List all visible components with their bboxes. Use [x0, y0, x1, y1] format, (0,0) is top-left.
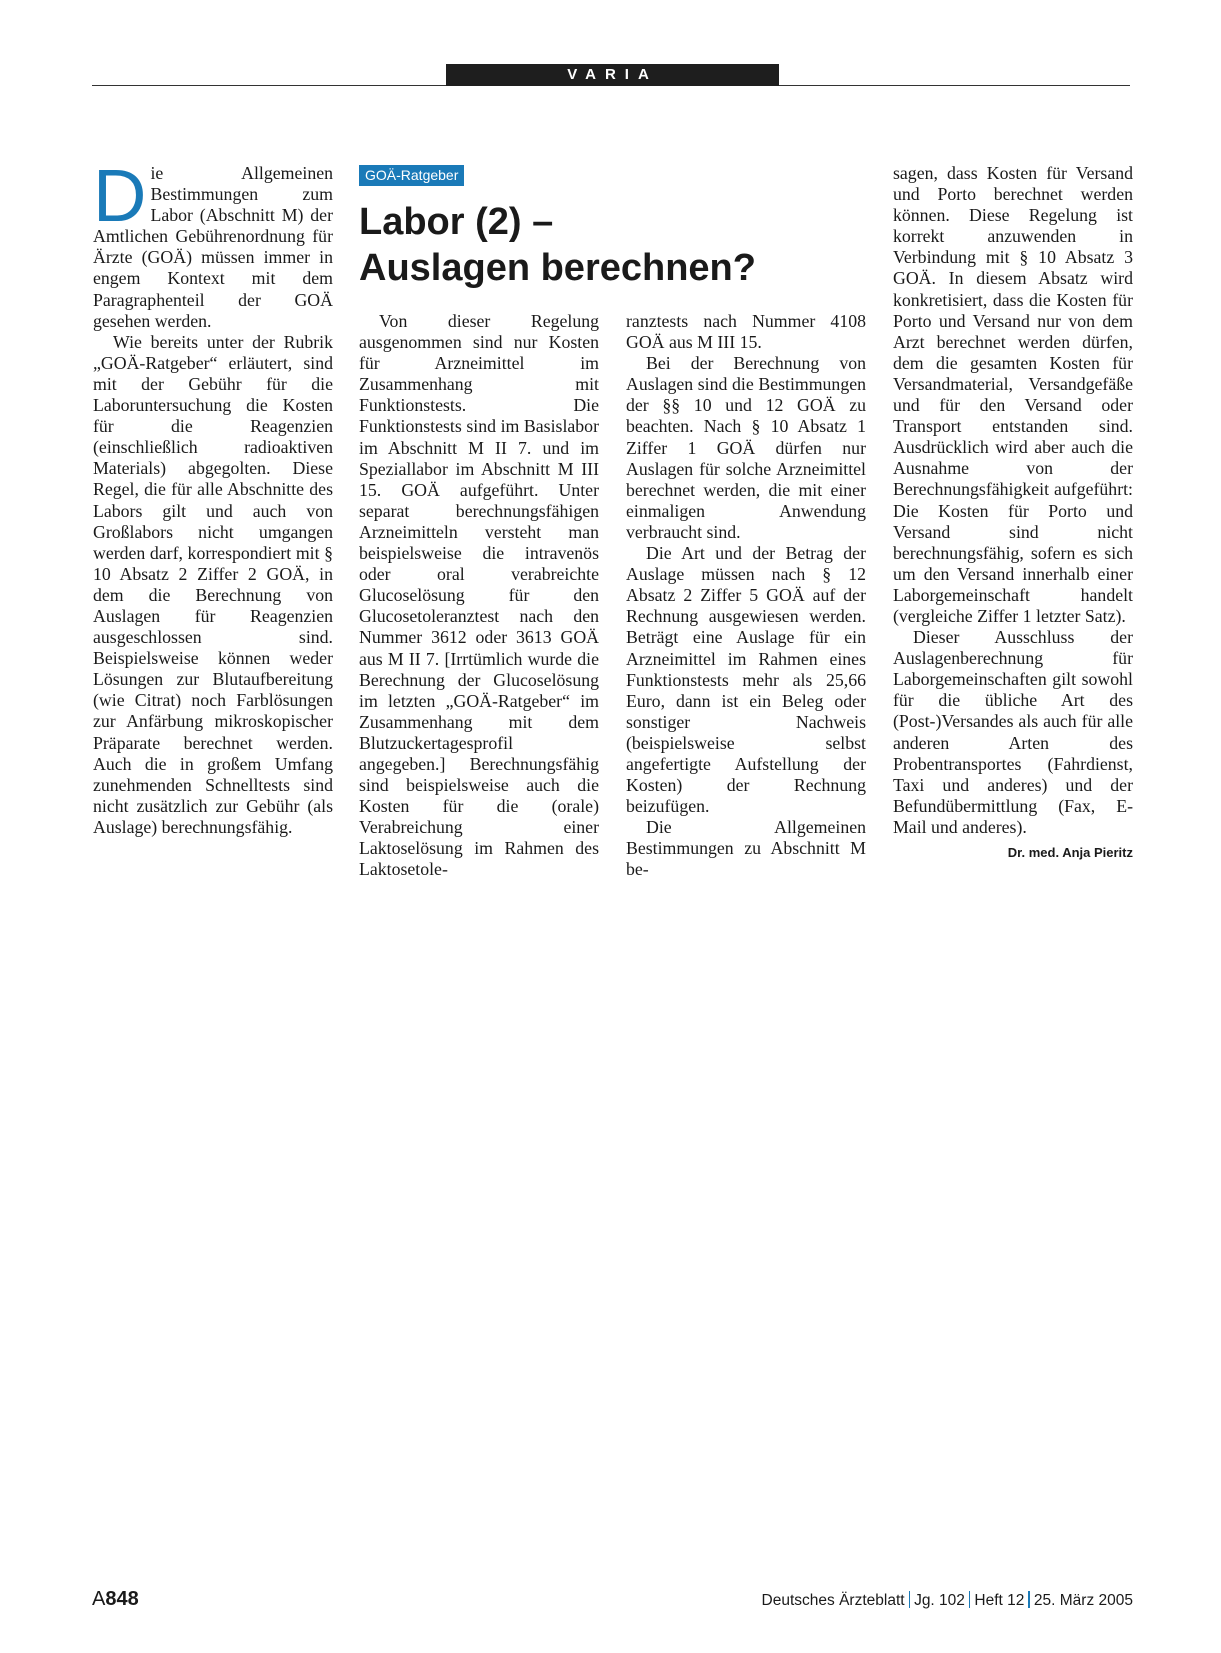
paragraph: Dieser Ausschluss der Auslagenberechnung für Laborgemeinschaften gilt sowohl für die übliche Art des (Post-)Versandes als auch für alle anderen Arten des Probentransportes (Fahrdienst, Taxi und anderes) und der Befundübermittlung (Fax, E-Mail und anderes). Dr. med. Anja Pieritz — [893, 627, 1133, 838]
drop-cap: D — [93, 154, 147, 237]
article-column-3 — [626, 311, 866, 881]
rubric-badge: GOÄ-Ratgeber — [359, 165, 464, 186]
journal-volume: Jg. 102 — [914, 1592, 965, 1609]
article-column-2 — [359, 311, 599, 881]
article-column-4 — [893, 163, 1133, 863]
paragraph: Bei der Berechnung von Auslagen sind die Bestimmungen der §§ 10 und 12 GOÄ zu beachten. Nach § 10 Absatz 1 Ziffer 1 GOÄ dürfen nur Auslagen für solche Arzneimittel berechnet werden, die mit einer einmaligen Anwendung verbraucht sind. — [626, 353, 866, 542]
journal-date: 25. März 2005 — [1033, 1592, 1133, 1609]
paragraph: Die Allgemeinen Bestimmungen zu Abschnitt M be- — [626, 817, 866, 880]
article-title — [359, 199, 759, 291]
journal-issue: Heft 12 — [974, 1592, 1025, 1609]
paragraph: Wie bereits unter der Rubrik „GOÄ-Ratgeber“ erläutert, sind mit der Gebühr für die Laboruntersuchung die Kosten für die Reagenzien (einschließlich radioaktiven Materials) abgegolten. Diese Regel, die für alle Abschnitte des Labors gilt und auch von Großlabors nicht umgangen werden darf, korrespondiert mit § 10 Absatz 2 Ziffer 2 GOÄ, in dem die Berechnung von Auslagen für Reagenzien ausgeschlossen sind. Beispielsweise können weder Lösungen zur Blutaufbereitung (wie Citrat) noch Farblösungen zur Anfärbung mikroskopischer Präparate berechnet werden. Auch die in großem Umfang zunehmenden Schnelltests sind nicht zusätzlich zur Gebühr (als Auslage) berechnungsfähig. — [93, 331, 333, 837]
paragraph: Von dieser Regelung ausgenommen sind nur Kosten für Arzneimittel im Zusammenhang mit Funktionstests. Die Funktionstests sind im Basislabor im Abschnitt M II 7. und im Speziallabor im Abschnitt M III 15. GOÄ aufgeführt. Unter separat berechnungsfähigen Arzneimitteln versteht man beispielsweise die intravenös oder oral verabreichte Glucoselösung für den Glucosetoleranztest nach den Nummer 3612 oder 3613 GOÄ aus M II 7. [Irrtümlich wurde die Berechnung der Glucoselösung im letzten „GOÄ-Ratgeber“ im Zusammenhang mit dem Blutzuckertagesprofil angegeben.] Berechnungsfähig sind beispielsweise auch die Kosten für die (orale) Verabreichung einer Laktoselösung im Rahmen des Laktosetole- — [359, 311, 599, 880]
section-label: VARIA — [446, 64, 779, 86]
author-name: Dr. med. Anja Pieritz — [1007, 845, 1133, 860]
title-line-2: Auslagen berechnen? — [359, 247, 756, 289]
paragraph: ranztests nach Nummer 4108 GOÄ aus M III 15. — [626, 311, 866, 353]
article-column-1 — [93, 154, 333, 838]
paragraph: Die Art und der Betrag der Auslage müssen nach § 12 Absatz 2 Ziffer 5 GOÄ auf der Rechnung ausgewiesen werden. Beträgt eine Auslage für ein Arzneimittel im Rahmen eines Funktionstests mehr als 25,66 Euro, dann ist ein Beleg oder sonstiger Nachweis (beispielsweise selbst angefertigte Aufstellung der Kosten) der Rechnung beizufügen. — [626, 543, 866, 817]
page-number: A848 — [92, 1588, 139, 1610]
journal-name: Deutsches Ärzteblatt — [761, 1592, 905, 1609]
paragraph: Die Allgemeinen Bestimmungen zum Labor (Abschnitt M) der Amtlichen Gebührenordnung für Ärzte (GOÄ) müssen immer in engem Kontext mit dem Paragraphenteil der GOÄ gesehen werden. — [93, 154, 333, 331]
title-line-1: Labor (2) – — [359, 201, 554, 243]
paragraph: sagen, dass Kosten für Versand und Porto berechnet werden können. Diese Regelung ist korrekt anzuwenden in Verbindung mit § 10 Absatz 3 GOÄ. In diesem Absatz wird konkretisiert, dass die Kosten für Porto und Versand nur von dem Arzt berechnet werden dürfen, dem die gesamten Kosten für Versandmaterial, Versandgefäße und für den Versand oder Transport entstanden sind. Ausdrücklich wird aber auch die Ausnahme von der Berechnungsfähigkeit aufgeführt: Die Kosten für Porto und Versand sind nicht berechnungsfähig, sofern es sich um den Versand innerhalb einer Laborgemeinschaft handelt (vergleiche Ziffer 1 letzter Satz). — [893, 163, 1133, 626]
journal-info — [762, 1591, 1133, 1610]
